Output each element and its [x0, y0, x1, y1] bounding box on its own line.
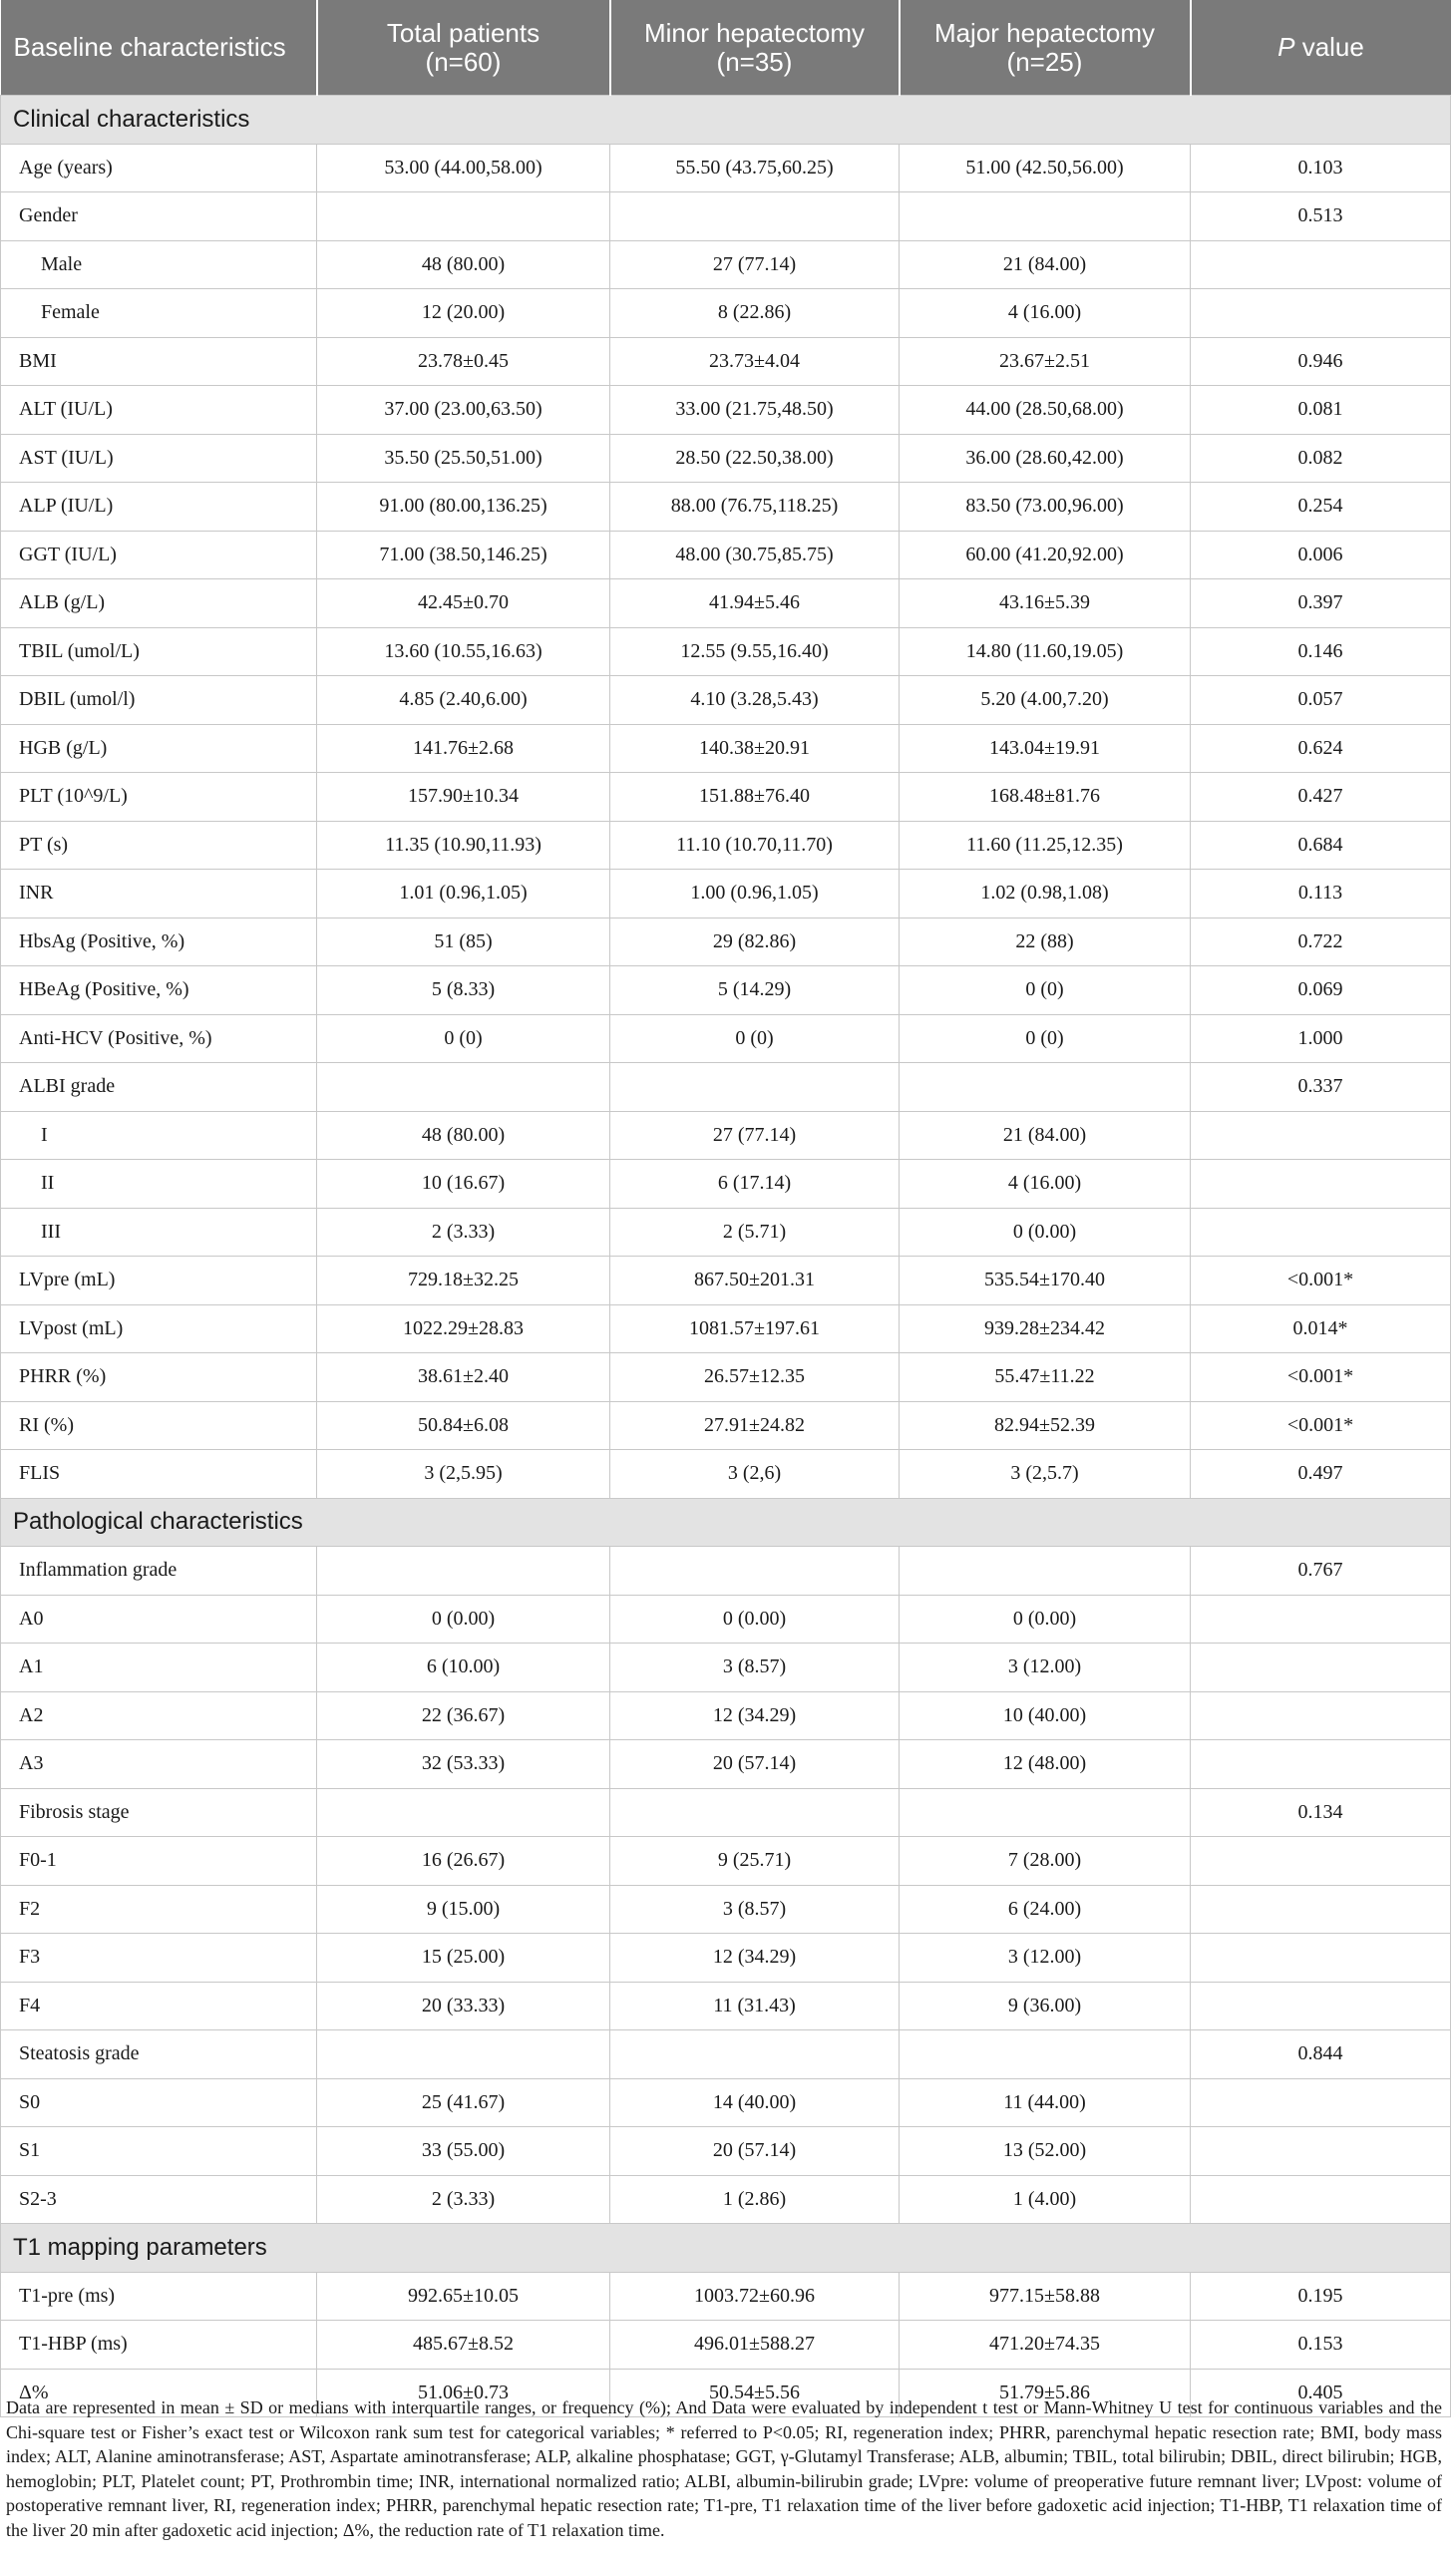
total-cell: 729.18±32.25: [317, 1257, 610, 1305]
p-value-cell: 0.337: [1191, 1063, 1451, 1112]
table-row: [1, 289, 1451, 338]
p-value-cell: [1191, 1111, 1451, 1160]
total-cell: 13.60 (10.55,16.63): [317, 627, 610, 676]
table-row: [1, 1450, 1451, 1499]
table-row: [1, 1304, 1451, 1353]
table-row: [1, 724, 1451, 773]
table-row: [1, 240, 1451, 289]
major-cell: 51.00 (42.50,56.00): [900, 144, 1191, 192]
major-cell: 83.50 (73.00,96.00): [900, 483, 1191, 532]
minor-cell: 33.00 (21.75,48.50): [610, 386, 900, 435]
major-cell: 12 (48.00): [900, 1740, 1191, 1789]
p-value-cell: 0.103: [1191, 144, 1451, 192]
table-row: [1, 676, 1451, 725]
total-cell: 53.00 (44.00,58.00): [317, 144, 610, 192]
major-cell: 21 (84.00): [900, 240, 1191, 289]
total-cell: 157.90±10.34: [317, 773, 610, 822]
total-cell: 0 (0): [317, 1014, 610, 1063]
header-col2-line1: Minor hepatectomy: [643, 17, 866, 48]
table-row: [1, 144, 1451, 192]
minor-cell: 28.50 (22.50,38.00): [610, 434, 900, 483]
minor-cell: 23.73±4.04: [610, 337, 900, 386]
total-cell: 37.00 (23.00,63.50): [317, 386, 610, 435]
table-row: [1, 1014, 1451, 1063]
row-label: Age (years): [1, 144, 317, 192]
minor-cell: 1081.57±197.61: [610, 1304, 900, 1353]
total-cell: [317, 192, 610, 241]
total-cell: 5 (8.33): [317, 966, 610, 1015]
major-cell: 21 (84.00): [900, 1111, 1191, 1160]
minor-cell: 3 (8.57): [610, 1644, 900, 1692]
major-cell: 23.67±2.51: [900, 337, 1191, 386]
header-col3-line2: (n=25): [1006, 46, 1083, 77]
table-row: [1, 531, 1451, 579]
table-row: [1, 483, 1451, 532]
section-title: Clinical characteristics: [1, 96, 1451, 145]
p-value-cell: 0.082: [1191, 434, 1451, 483]
row-label: AST (IU/L): [1, 434, 317, 483]
header-p-value: [1191, 0, 1451, 96]
minor-cell: 3 (2,6): [610, 1450, 900, 1499]
p-value-cell: 0.946: [1191, 337, 1451, 386]
major-cell: 0 (0): [900, 1014, 1191, 1063]
minor-cell: 6 (17.14): [610, 1160, 900, 1209]
major-cell: 1.02 (0.98,1.08): [900, 870, 1191, 918]
header-p-italic: P: [1277, 32, 1295, 62]
table-header: [1, 0, 1451, 96]
major-cell: [900, 1788, 1191, 1837]
table-row: [1, 1788, 1451, 1837]
major-cell: 60.00 (41.20,92.00): [900, 531, 1191, 579]
row-label: Steatosis grade: [1, 2030, 317, 2079]
total-cell: [317, 1788, 610, 1837]
row-label: F3: [1, 1934, 317, 1983]
total-cell: 25 (41.67): [317, 2078, 610, 2127]
row-label: II: [1, 1160, 317, 1209]
major-cell: 0 (0): [900, 966, 1191, 1015]
row-label: ALBI grade: [1, 1063, 317, 1112]
table-row: [1, 1691, 1451, 1740]
row-label: BMI: [1, 337, 317, 386]
p-value-cell: 0.844: [1191, 2030, 1451, 2079]
major-cell: 939.28±234.42: [900, 1304, 1191, 1353]
row-label: PHRR (%): [1, 1353, 317, 1402]
total-cell: 48 (80.00): [317, 240, 610, 289]
p-value-cell: <0.001*: [1191, 1401, 1451, 1450]
section-header-row: [1, 2224, 1451, 2273]
total-cell: 1022.29±28.83: [317, 1304, 610, 1353]
major-cell: 6 (24.00): [900, 1885, 1191, 1934]
p-value-cell: [1191, 1208, 1451, 1257]
header-minor-hepatectomy: [610, 0, 900, 96]
major-cell: [900, 192, 1191, 241]
minor-cell: [610, 2030, 900, 2079]
minor-cell: 867.50±201.31: [610, 1257, 900, 1305]
minor-cell: 1.00 (0.96,1.05): [610, 870, 900, 918]
row-label: INR: [1, 870, 317, 918]
major-cell: 11.60 (11.25,12.35): [900, 821, 1191, 870]
p-value-cell: 0.014*: [1191, 1304, 1451, 1353]
major-cell: 535.54±170.40: [900, 1257, 1191, 1305]
table-row: [1, 966, 1451, 1015]
major-cell: 51.79±5.86: [900, 2369, 1191, 2417]
total-cell: 16 (26.67): [317, 1837, 610, 1886]
total-cell: 1.01 (0.96,1.05): [317, 870, 610, 918]
row-label: S2-3: [1, 2175, 317, 2224]
p-value-cell: 1.000: [1191, 1014, 1451, 1063]
table-row: [1, 773, 1451, 822]
minor-cell: 88.00 (76.75,118.25): [610, 483, 900, 532]
total-cell: 71.00 (38.50,146.25): [317, 531, 610, 579]
row-label: PLT (10^9/L): [1, 773, 317, 822]
table-row: [1, 1982, 1451, 2030]
minor-cell: 20 (57.14): [610, 2127, 900, 2176]
p-value-cell: 0.006: [1191, 531, 1451, 579]
minor-cell: 27 (77.14): [610, 1111, 900, 1160]
total-cell: [317, 2030, 610, 2079]
major-cell: 3 (2,5.7): [900, 1450, 1191, 1499]
major-cell: 471.20±74.35: [900, 2321, 1191, 2370]
total-cell: [317, 1063, 610, 1112]
major-cell: 14.80 (11.60,19.05): [900, 627, 1191, 676]
row-label: A1: [1, 1644, 317, 1692]
p-value-cell: [1191, 1885, 1451, 1934]
minor-cell: 140.38±20.91: [610, 724, 900, 773]
minor-cell: 5 (14.29): [610, 966, 900, 1015]
total-cell: 0 (0.00): [317, 1595, 610, 1644]
table-row: [1, 870, 1451, 918]
row-label: T1-HBP (ms): [1, 2321, 317, 2370]
total-cell: 141.76±2.68: [317, 724, 610, 773]
header-total-patients: [317, 0, 610, 96]
p-value-cell: [1191, 1982, 1451, 2030]
row-label: I: [1, 1111, 317, 1160]
table-row: [1, 1547, 1451, 1596]
minor-cell: 48.00 (30.75,85.75): [610, 531, 900, 579]
minor-cell: 9 (25.71): [610, 1837, 900, 1886]
major-cell: 22 (88): [900, 917, 1191, 966]
header-baseline-characteristics: [1, 0, 317, 96]
total-cell: 50.84±6.08: [317, 1401, 610, 1450]
table-row: [1, 627, 1451, 676]
minor-cell: 1 (2.86): [610, 2175, 900, 2224]
minor-cell: 11.10 (10.70,11.70): [610, 821, 900, 870]
minor-cell: 2 (5.71): [610, 1208, 900, 1257]
major-cell: [900, 2030, 1191, 2079]
p-value-cell: [1191, 1691, 1451, 1740]
major-cell: 5.20 (4.00,7.20): [900, 676, 1191, 725]
total-cell: 485.67±8.52: [317, 2321, 610, 2370]
major-cell: 4 (16.00): [900, 1160, 1191, 1209]
p-value-cell: [1191, 1740, 1451, 1789]
p-value-cell: 0.624: [1191, 724, 1451, 773]
p-value-cell: 0.513: [1191, 192, 1451, 241]
minor-cell: 11 (31.43): [610, 1982, 900, 2030]
table-row: [1, 386, 1451, 435]
major-cell: 3 (12.00): [900, 1644, 1191, 1692]
minor-cell: 8 (22.86): [610, 289, 900, 338]
row-label: S0: [1, 2078, 317, 2127]
table-row: [1, 579, 1451, 628]
total-cell: [317, 1547, 610, 1596]
total-cell: 992.65±10.05: [317, 2272, 610, 2321]
major-cell: [900, 1063, 1191, 1112]
table-row: [1, 1208, 1451, 1257]
row-label: ALB (g/L): [1, 579, 317, 628]
p-value-cell: 0.146: [1191, 627, 1451, 676]
p-value-cell: [1191, 2175, 1451, 2224]
p-value-cell: <0.001*: [1191, 1257, 1451, 1305]
row-label: PT (s): [1, 821, 317, 870]
row-label: III: [1, 1208, 317, 1257]
table-row: [1, 1160, 1451, 1209]
minor-cell: 1003.72±60.96: [610, 2272, 900, 2321]
table-footnote: Data are represented in mean ± SD or medians with interquartile ranges, or frequency (%); And Data were evaluated by independent t test or Mann-Whitney U test for continuous variables and the Chi-square test or Fisher’s exact test or Wilcoxon rank sum test for categorical variables; * referred to P<0.05; RI, regeneration index; PHRR, parenchymal hepatic resection rate; BMI, body mass index; ALT, Alanine aminotransferase; AST, Aspartate aminotransferase; ALP, alkaline phosphatase; GGT, γ-Glutamyl Transferase; ALB, albumin; TBIL, total bilirubin; DBIL, direct bilirubin; HGB, hemoglobin; PLT, Platelet count; PT, Prothrombin time; INR, international normalized ratio; ALBI, albumin-bilirubin grade; LVpre: volume of preoperative future remnant liver; LVpost: volume of postoperative remnant liver, RI, regeneration index; PHRR, parenchymal hepatic resection rate; T1-pre, T1 relaxation time of the liver before gadoxetic acid injection; T1-HBP, T1 relaxation time of the liver 20 min after gadoxetic acid injection; Δ%, the reduction rate of T1 relaxation time.: [6, 2397, 1442, 2540]
table-row: [1, 1885, 1451, 1934]
p-value-cell: 0.497: [1191, 1450, 1451, 1499]
row-label: DBIL (umol/l): [1, 676, 317, 725]
minor-cell: 151.88±76.40: [610, 773, 900, 822]
major-cell: 44.00 (28.50,68.00): [900, 386, 1191, 435]
p-value-cell: 0.057: [1191, 676, 1451, 725]
total-cell: 9 (15.00): [317, 1885, 610, 1934]
header-col2-line2: (n=35): [716, 46, 793, 77]
major-cell: 82.94±52.39: [900, 1401, 1191, 1450]
minor-cell: 12 (34.29): [610, 1691, 900, 1740]
total-cell: 42.45±0.70: [317, 579, 610, 628]
total-cell: 12 (20.00): [317, 289, 610, 338]
p-value-cell: 0.113: [1191, 870, 1451, 918]
p-value-cell: 0.767: [1191, 1547, 1451, 1596]
row-label: LVpost (mL): [1, 1304, 317, 1353]
table-body: [1, 96, 1451, 2417]
row-label: A2: [1, 1691, 317, 1740]
major-cell: 11 (44.00): [900, 2078, 1191, 2127]
p-value-cell: 0.684: [1191, 821, 1451, 870]
p-value-cell: 0.195: [1191, 2272, 1451, 2321]
row-label: LVpre (mL): [1, 1257, 317, 1305]
total-cell: 38.61±2.40: [317, 1353, 610, 1402]
minor-cell: 0 (0): [610, 1014, 900, 1063]
row-label: Δ%: [1, 2369, 317, 2417]
p-value-cell: 0.722: [1191, 917, 1451, 966]
p-value-cell: [1191, 240, 1451, 289]
major-cell: 977.15±58.88: [900, 2272, 1191, 2321]
row-label: RI (%): [1, 1401, 317, 1450]
minor-cell: 496.01±588.27: [610, 2321, 900, 2370]
row-label: ALT (IU/L): [1, 386, 317, 435]
table-row: [1, 337, 1451, 386]
table-row: [1, 2175, 1451, 2224]
table-row: [1, 2078, 1451, 2127]
p-value-cell: [1191, 1160, 1451, 1209]
total-cell: 11.35 (10.90,11.93): [317, 821, 610, 870]
row-label: T1-pre (ms): [1, 2272, 317, 2321]
total-cell: 91.00 (80.00,136.25): [317, 483, 610, 532]
row-label: TBIL (umol/L): [1, 627, 317, 676]
total-cell: 2 (3.33): [317, 1208, 610, 1257]
section-header-row: [1, 96, 1451, 145]
minor-cell: 29 (82.86): [610, 917, 900, 966]
table-row: [1, 2321, 1451, 2370]
total-cell: 48 (80.00): [317, 1111, 610, 1160]
minor-cell: 27 (77.14): [610, 240, 900, 289]
major-cell: 0 (0.00): [900, 1595, 1191, 1644]
table-row: [1, 1934, 1451, 1983]
p-value-cell: [1191, 1934, 1451, 1983]
minor-cell: [610, 1063, 900, 1112]
p-value-cell: [1191, 1644, 1451, 1692]
row-label: Inflammation grade: [1, 1547, 317, 1596]
major-cell: 3 (12.00): [900, 1934, 1191, 1983]
row-label: Male: [1, 240, 317, 289]
p-value-cell: 0.153: [1191, 2321, 1451, 2370]
major-cell: 9 (36.00): [900, 1982, 1191, 2030]
minor-cell: 41.94±5.46: [610, 579, 900, 628]
row-label: Anti-HCV (Positive, %): [1, 1014, 317, 1063]
header-col0-text: Baseline characteristics: [13, 32, 286, 62]
header-col1-line1: Total patients: [386, 17, 541, 48]
total-cell: 10 (16.67): [317, 1160, 610, 1209]
row-label: S1: [1, 2127, 317, 2176]
table-row: [1, 434, 1451, 483]
p-value-cell: [1191, 2127, 1451, 2176]
row-label: GGT (IU/L): [1, 531, 317, 579]
minor-cell: 27.91±24.82: [610, 1401, 900, 1450]
minor-cell: 3 (8.57): [610, 1885, 900, 1934]
p-value-cell: 0.081: [1191, 386, 1451, 435]
major-cell: 43.16±5.39: [900, 579, 1191, 628]
minor-cell: [610, 1788, 900, 1837]
table-row: [1, 1257, 1451, 1305]
total-cell: 6 (10.00): [317, 1644, 610, 1692]
row-label: Female: [1, 289, 317, 338]
table-row: [1, 1595, 1451, 1644]
total-cell: 33 (55.00): [317, 2127, 610, 2176]
total-cell: 51 (85): [317, 917, 610, 966]
major-cell: 13 (52.00): [900, 2127, 1191, 2176]
total-cell: 4.85 (2.40,6.00): [317, 676, 610, 725]
p-value-cell: 0.134: [1191, 1788, 1451, 1837]
table-row: [1, 1740, 1451, 1789]
major-cell: 7 (28.00): [900, 1837, 1191, 1886]
minor-cell: [610, 192, 900, 241]
major-cell: 168.48±81.76: [900, 773, 1191, 822]
major-cell: 4 (16.00): [900, 289, 1191, 338]
p-value-cell: [1191, 1837, 1451, 1886]
row-label: A3: [1, 1740, 317, 1789]
total-cell: 22 (36.67): [317, 1691, 610, 1740]
header-row: [1, 0, 1451, 96]
p-value-cell: [1191, 1595, 1451, 1644]
table-row: [1, 821, 1451, 870]
row-label: F2: [1, 1885, 317, 1934]
table-row: [1, 2127, 1451, 2176]
major-cell: 0 (0.00): [900, 1208, 1191, 1257]
major-cell: [900, 1547, 1191, 1596]
header-major-hepatectomy: [900, 0, 1191, 96]
table-row: [1, 1353, 1451, 1402]
minor-cell: [610, 1547, 900, 1596]
p-value-cell: 0.397: [1191, 579, 1451, 628]
section-header-row: [1, 1498, 1451, 1547]
minor-cell: 14 (40.00): [610, 2078, 900, 2127]
major-cell: 10 (40.00): [900, 1691, 1191, 1740]
minor-cell: 12.55 (9.55,16.40): [610, 627, 900, 676]
table-row: [1, 192, 1451, 241]
row-label: F0-1: [1, 1837, 317, 1886]
total-cell: 32 (53.33): [317, 1740, 610, 1789]
major-cell: 143.04±19.91: [900, 724, 1191, 773]
row-label: FLIS: [1, 1450, 317, 1499]
minor-cell: 55.50 (43.75,60.25): [610, 144, 900, 192]
p-value-cell: [1191, 2078, 1451, 2127]
p-value-cell: 0.427: [1191, 773, 1451, 822]
table-row: [1, 1111, 1451, 1160]
total-cell: 3 (2,5.95): [317, 1450, 610, 1499]
section-title: T1 mapping parameters: [1, 2224, 1451, 2273]
row-label: Gender: [1, 192, 317, 241]
total-cell: 15 (25.00): [317, 1934, 610, 1983]
total-cell: 20 (33.33): [317, 1982, 610, 2030]
p-value-cell: [1191, 289, 1451, 338]
header-p-rest: value: [1294, 32, 1364, 62]
p-value-cell: <0.001*: [1191, 1353, 1451, 1402]
header-col1-line2: (n=60): [425, 46, 502, 77]
total-cell: 2 (3.33): [317, 2175, 610, 2224]
minor-cell: 20 (57.14): [610, 1740, 900, 1789]
table-row: [1, 1401, 1451, 1450]
row-label: HbsAg (Positive, %): [1, 917, 317, 966]
total-cell: 51.06±0.73: [317, 2369, 610, 2417]
major-cell: 1 (4.00): [900, 2175, 1191, 2224]
p-value-cell: 0.405: [1191, 2369, 1451, 2417]
table-row: [1, 1063, 1451, 1112]
row-label: HGB (g/L): [1, 724, 317, 773]
minor-cell: 50.54±5.56: [610, 2369, 900, 2417]
table-row: [1, 2030, 1451, 2079]
row-label: ALP (IU/L): [1, 483, 317, 532]
major-cell: 36.00 (28.60,42.00): [900, 434, 1191, 483]
table-row: [1, 2272, 1451, 2321]
row-label: Fibrosis stage: [1, 1788, 317, 1837]
row-label: HBeAg (Positive, %): [1, 966, 317, 1015]
total-cell: 23.78±0.45: [317, 337, 610, 386]
row-label: A0: [1, 1595, 317, 1644]
minor-cell: 12 (34.29): [610, 1934, 900, 1983]
header-col3-line1: Major hepatectomy: [933, 17, 1156, 48]
total-cell: 35.50 (25.50,51.00): [317, 434, 610, 483]
minor-cell: 4.10 (3.28,5.43): [610, 676, 900, 725]
minor-cell: 26.57±12.35: [610, 1353, 900, 1402]
p-value-cell: 0.254: [1191, 483, 1451, 532]
major-cell: 55.47±11.22: [900, 1353, 1191, 1402]
p-value-cell: 0.069: [1191, 966, 1451, 1015]
minor-cell: 0 (0.00): [610, 1595, 900, 1644]
row-label: F4: [1, 1982, 317, 2030]
table-row: [1, 1644, 1451, 1692]
table-row: [1, 917, 1451, 966]
section-title: Pathological characteristics: [1, 1498, 1451, 1547]
table-row: [1, 1837, 1451, 1886]
